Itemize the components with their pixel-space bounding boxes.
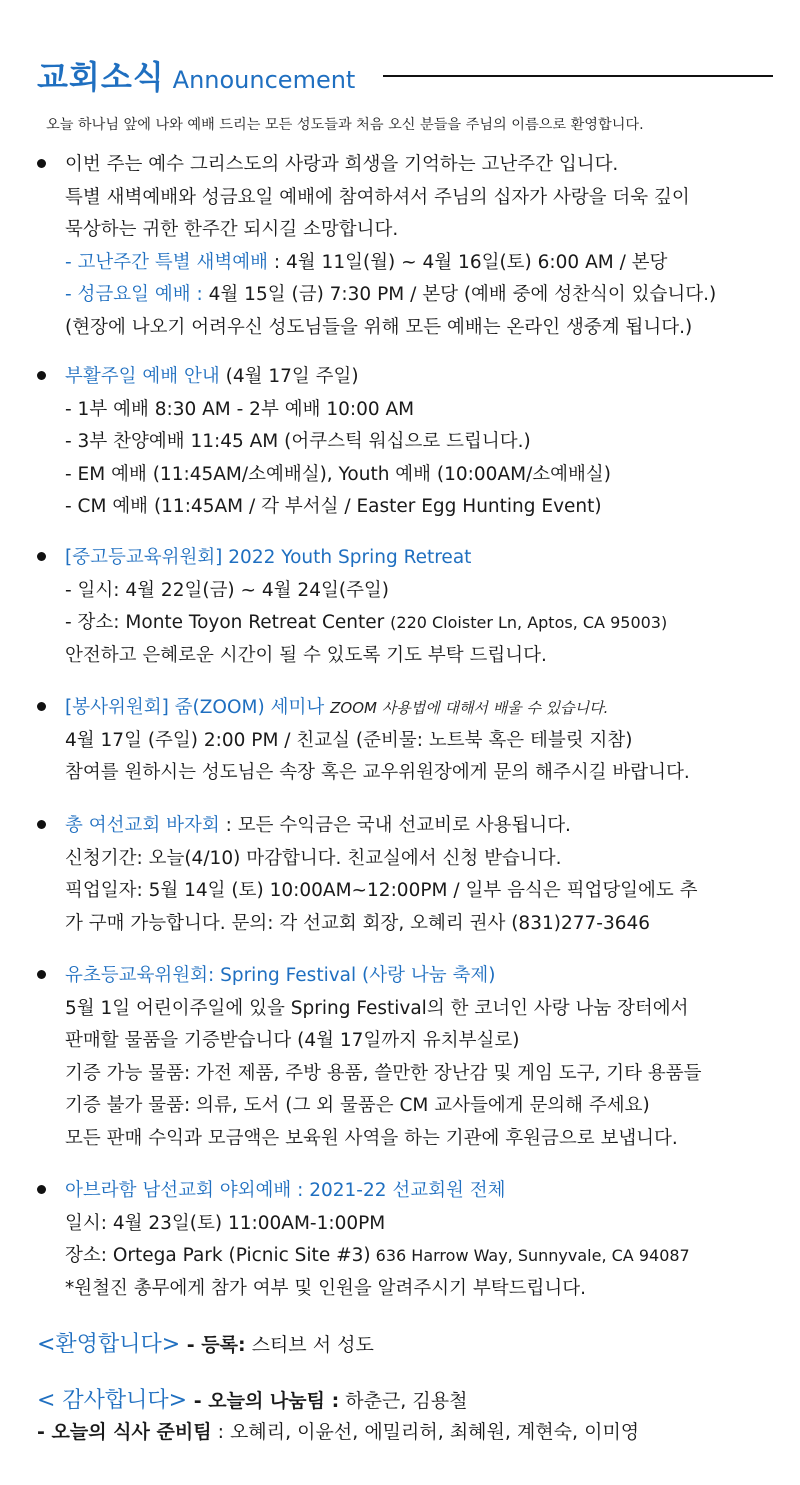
item-place-label: 장소: Ortega Park (Picnic Site #3)	[65, 1245, 371, 1266]
sharing-team-value: 하춘근, 김용철	[339, 1390, 468, 1412]
item-title-suffix: (4월 17일 주일)	[219, 366, 359, 387]
bullet-icon	[37, 820, 46, 829]
meal-team-label: - 오늘의 식사 준비팀	[37, 1421, 212, 1443]
item-line: 일시: 4월 23일(토) 11:00AM-1:00PM	[65, 1212, 386, 1234]
item-line: 특별 새벽예배와 성금요일 예배에 참여하셔서 주님의 십자가 사랑을 더욱 깊이	[65, 186, 690, 208]
item-title: 유초등교육위원회: Spring Festival (사랑 나눔 축제)	[65, 965, 496, 986]
item-title-suffix: : 모든 수익금은 국내 선교비로 사용됩니다.	[219, 815, 571, 836]
welcome-reg-value: 스티브 서 성도	[245, 1334, 374, 1356]
item-line: - 1부 예배 8:30 AM - 2부 예배 10:00 AM	[65, 398, 415, 420]
item-line: - 일시: 4월 22일(금) ~ 4월 24일(주일)	[65, 579, 390, 601]
item-line: - CM 예배 (11:45AM / 각 부서실 / Easter Egg Hunting Event)	[65, 496, 602, 517]
item-place-address: (220 Cloister Ln, Aptos, CA 95003)	[390, 613, 668, 632]
item-line: 5월 1일 어린이주일에 있을 Spring Festival의 한 코너인 사랑 나눔 장터에서	[65, 997, 689, 1019]
thanks-label: < 감사합니다>	[37, 1388, 188, 1413]
item-line: 기증 가능 물품: 가전 제품, 주방 용품, 쓸만한 장난감 및 게임 도구, 기타 용품들	[65, 1062, 702, 1084]
item-line: 4월 17일 (주일) 2:00 PM / 친교실 (준비물: 노트북 혹은 테블릿 지참)	[65, 729, 633, 751]
item-line: 픽업일자: 5월 14일 (토) 10:00AM~12:00PM / 일부 음식은 픽업당일에도 추	[65, 880, 698, 901]
item-line: - 3부 찬양예배 11:45 AM (어쿠스틱 워십으로 드립니다.)	[65, 431, 531, 452]
item-place-line	[65, 607, 782, 640]
item-line: 모든 판매 수익과 모금액은 보육원 사역을 하는 기관에 후원금으로 보냅니다.	[65, 1127, 678, 1149]
bullet-icon	[37, 552, 46, 561]
item-subline	[65, 279, 782, 312]
header-divider	[383, 75, 773, 77]
meal-team-value: : 오혜리, 이윤선, 에밀리허, 최혜원, 계현숙, 이미영	[211, 1421, 640, 1443]
item-title-line	[65, 692, 782, 725]
item-title-line	[65, 361, 782, 394]
announcement-item	[37, 542, 782, 672]
intro-text: 오늘 하나님 앞에 나와 예배 드리는 모든 성도들과 처음 오신 분들을 주님의 이름으로 환영합니다.	[46, 117, 644, 133]
bullet-icon	[37, 970, 46, 979]
item-sub-text: 4월 15일 (금) 7:30 PM / 본당 (예배 중에 성찬식이 있습니다.)	[202, 284, 717, 305]
thanks-line	[37, 1383, 467, 1414]
item-line: 이번 주는 예수 그리스도의 사랑과 희생을 기억하는 고난주간 입니다.	[65, 154, 619, 175]
item-line: - EM 예배 (11:45AM/소예배실), Youth 예배 (10:00AM/소예배실)	[65, 463, 612, 485]
header	[37, 52, 355, 98]
announcement-item	[37, 960, 782, 1155]
item-sub-label: - 고난주간 특별 새벽예배	[65, 251, 269, 273]
item-line: 묵상하는 귀한 한주간 되시길 소망합니다.	[65, 219, 399, 240]
meal-team-line	[37, 1417, 639, 1444]
item-title-note: ZOOM 사용법에 대해서 배울 수 있습니다.	[330, 699, 609, 717]
item-line: 참여를 원하시는 성도님은 속장 혹은 교우위원장에게 문의 해주시길 바랍니다.	[65, 762, 690, 783]
bullet-icon	[37, 702, 46, 711]
item-line: 기증 불가 물품: 의류, 도서 (그 외 물품은 CM 교사들에게 문의해 주세요)	[65, 1095, 650, 1116]
sharing-team-label: - 오늘의 나눔팀 :	[187, 1390, 340, 1412]
item-title: 총 여선교회 바자회	[65, 815, 220, 836]
page-title: 교회소식	[37, 58, 165, 96]
item-title-line	[65, 810, 782, 843]
item-line: *원철진 총무에게 참가 여부 및 인원을 알려주시기 부탁드립니다.	[65, 1277, 586, 1299]
announcement-item	[37, 361, 782, 524]
item-sub-label: - 성금요일 예배 :	[65, 284, 203, 305]
item-title: 부활주일 예배 안내	[65, 366, 220, 387]
item-place-address: 636 Harrow Way, Sunnyvale, CA 94087	[370, 1246, 690, 1265]
item-subline	[65, 247, 782, 280]
item-line: 안전하고 은혜로운 시간이 될 수 있도록 기도 부탁 드립니다.	[65, 644, 547, 666]
item-title: [중고등교육위원회] 2022 Youth Spring Retreat	[65, 547, 472, 568]
item-place-label: - 장소: Monte Toyon Retreat Center	[65, 612, 391, 633]
item-line: 신청기간: 오늘(4/10) 마감합니다. 친교실에서 신청 받습니다.	[65, 847, 562, 869]
page-subtitle: Announcement	[172, 66, 356, 94]
item-title: [봉사위원회] 줌(ZOOM) 세미나	[65, 697, 325, 718]
item-line: 판매할 물품을 기증받습니다 (4월 17일까지 유치부실로)	[65, 1030, 520, 1051]
item-place-line	[65, 1240, 782, 1273]
bullet-icon	[37, 1185, 46, 1194]
item-line: 가 구매 가능합니다. 문의: 각 선교회 회장, 오혜리 권사 (831)277-3646	[65, 912, 651, 934]
item-title: 아브라함 남선교회 야외예배 : 2021-22 선교회원 전체	[65, 1180, 506, 1201]
announcement-item	[37, 149, 782, 344]
bullet-icon	[37, 159, 46, 168]
announcement-item	[37, 810, 782, 940]
bullet-icon	[37, 371, 46, 380]
announcement-item	[37, 1175, 782, 1305]
item-sub-text: : 4월 11일(월) ~ 4월 16일(토) 6:00 AM / 본당	[268, 251, 668, 273]
welcome-line	[37, 1327, 374, 1358]
welcome-label: <환영합니다>	[37, 1332, 181, 1357]
welcome-reg-label: - 등록:	[180, 1334, 246, 1356]
item-note: (현장에 나오기 어려우신 성도님들을 위해 모든 예배는 온라인 생중계 됩니다.)	[65, 316, 693, 338]
announcement-item	[37, 692, 782, 790]
